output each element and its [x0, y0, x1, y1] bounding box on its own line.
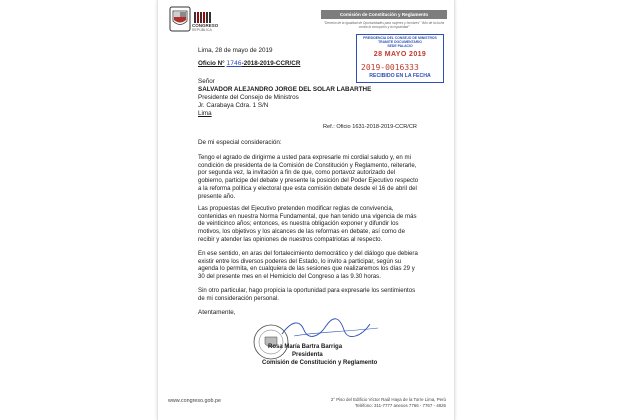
p1-line: condición de presidenta de la Comisión de Constitución y Reglamento, reiterarle,	[198, 161, 417, 169]
oficio-suffix: -2018-2019-CCR/CR	[241, 60, 301, 67]
handwritten-signature-icon	[274, 316, 394, 342]
paragraph-1	[198, 154, 443, 200]
signer-organization: Comisión de Constitución y Reglamento	[262, 360, 378, 366]
recipient-title: Presidente del Consejo de Ministros	[198, 94, 299, 101]
date-line: Lima, 28 de mayo de 2019	[198, 47, 273, 54]
logo-republica: REPÚBLICA	[192, 28, 212, 32]
letter-page	[157, 0, 455, 420]
paragraph-4	[198, 287, 443, 302]
p1-line: a la reforma política y electoral que esta comisión debate desde el 16 de abril del	[198, 184, 417, 192]
oficio-prefix: Oficio N°	[198, 60, 225, 67]
closing: Atentamente,	[198, 309, 236, 316]
footer-website: www.congreso.gob.pe	[168, 398, 222, 404]
flag-bars	[194, 10, 216, 21]
p4-line: Sin otro particular, hago propicia la oportunidad para expresarle los sentimientos	[198, 287, 416, 294]
reception-stamp	[356, 34, 444, 83]
p1-line: Tengo el agrado de dirigirme a usted para expresarle mi cordial saludo y, en mi	[198, 154, 411, 161]
oficio-number	[198, 60, 300, 68]
greeting: De mi especial consideración:	[198, 139, 282, 146]
stamp-date: 28 MAYO 2019	[373, 50, 427, 58]
p1-line: presente año.	[198, 192, 236, 200]
stamp-received-label: RECIBIDO EN LA FECHA	[369, 73, 431, 79]
p3-line: existir entre los diversos poderes del Estado, lo invito a participar, según su	[198, 257, 402, 265]
stamp-registry-number: 2019-0016333	[361, 63, 419, 72]
p2-line: motivos, los objetivos y los alcances de las reformas en debate, así como de	[198, 228, 405, 236]
recipient-city: Lima	[198, 110, 212, 117]
p4-line: de mi consideración personal.	[198, 294, 279, 302]
signer-role: Presidenta	[292, 352, 323, 358]
signer-name: Rosa María Bartra Barriga	[268, 344, 343, 350]
recipient-address: Jr. Carabaya Cdra. 1 S/N	[198, 102, 269, 109]
footer-address-line-1: 2° Piso del Edificio Víctor Raúl Haya de la Torre Lima, Perú	[330, 397, 446, 402]
reference-line: Ref.: Oficio 1631-2018-2019-CCR/CR	[323, 124, 417, 130]
commission-header-bar: Comisión de Constitución y Reglamento	[321, 10, 447, 19]
p2-line: Las propuestas del Ejecutivo pretenden modificar reglas de convivencia,	[198, 205, 394, 212]
p3-line: agenda lo permita, en cualquiera de las sesiones que realizaremos los días 29 y	[198, 265, 415, 273]
logo-congreso: CONGRESO	[192, 23, 219, 28]
stamp-line-1: PRESIDENCIA DEL CONSEJO DE MINISTROS	[363, 36, 437, 40]
stamp-line-3: SEDE PALACIO	[387, 44, 413, 49]
p1-line: por segunda vez, la invitación a fin de que, como portavoz autorizado del	[198, 169, 396, 177]
p3-line: 30 del presente mes en el Hemiciclo del Congreso a las 9.30 horas.	[198, 273, 381, 281]
recipient-name: SALVADOR ALEJANDRO JORGE DEL SOLAR LABARTHE	[198, 86, 372, 93]
footer-address	[318, 397, 446, 409]
p2-line: recibir y atender las opiniones de nuestros compatriotas al respecto.	[198, 235, 383, 243]
oficio-handwritten-number: 1746	[226, 60, 242, 67]
p2-line: contenidas en nuestra Norma Fundamental, que han tenido una vigencia de más	[198, 212, 417, 220]
salutation: Señor	[198, 78, 215, 85]
stamp-line-2: TRAMITE DOCUMENTARIO	[378, 40, 422, 45]
paragraph-3	[198, 250, 443, 281]
decade-tagline: "Decenio de la Igualdad de Oportunidades para mujeres y hombres" "Año de la lucha contra la corrupción y la impunidad"	[323, 21, 445, 29]
p1-line: gobierno, participe del debate y presente la posición del Poder Ejecutivo respecto	[198, 177, 419, 185]
p3-line: En ese sentido, en aras del fortalecimiento democrático y del diálogo que debiera	[198, 250, 418, 257]
footer-address-line-2: Teléfono: 311-7777 anexos 7766 - 7767 - 4826	[355, 403, 446, 408]
p2-line: de veinticinco años; entonces, es nuestra obligación exponer y difundir los	[198, 220, 399, 228]
paragraph-2	[198, 205, 443, 244]
